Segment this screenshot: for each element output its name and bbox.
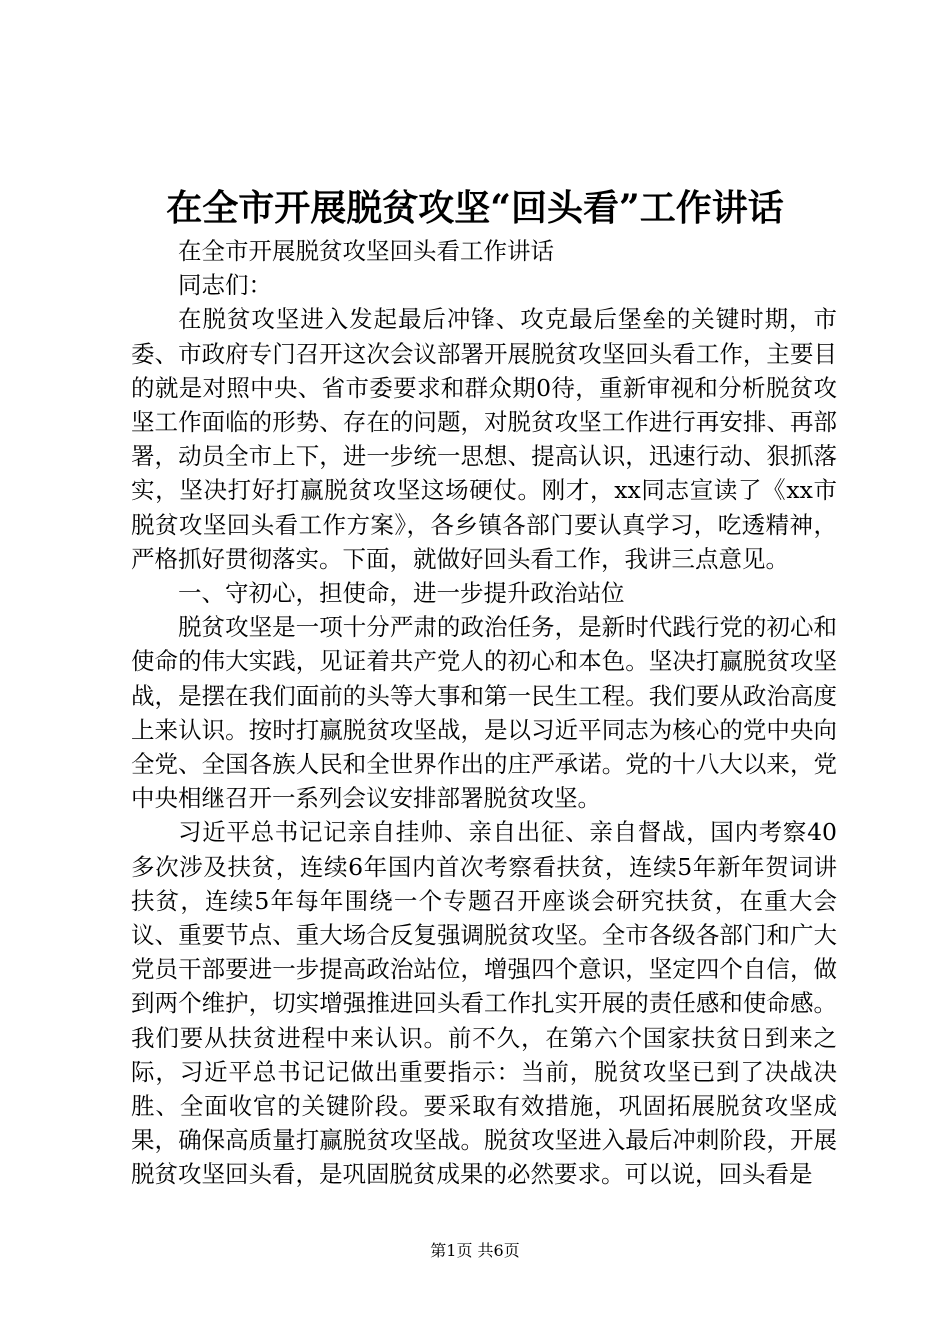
- document-body: [131, 234, 837, 1192]
- document-title: 在全市开展脱贫攻坚“回头看”工作讲话: [166, 187, 784, 229]
- paragraph-intro: 在脱贫攻坚进入发起最后冲锋、攻克最后堡垒的关键时期，市委、市政府专门召开这次会议部署开展脱贫攻坚回头看工作，主要目的就是对照中央、省市委要求和群众期0待，重新审视和分析脱贫攻坚工作面临的形势、存在的问题，对脱贫攻坚工作进行再安排、再部署，动员全市上下，进一步统一思想、提高认识，迅速行动、狠抓落实，坚决打好打赢脱贫攻坚这场硬仗。刚才，xx同志宣读了《xx市脱贫攻坚回头看工作方案》，各乡镇各部门要认真学习，吃透精神，严格抓好贯彻落实。下面，就做好回头看工作，我讲三点意见。: [131, 305, 837, 573]
- section-heading-1: 一、守初心，担使命，进一步提升政治站位: [178, 579, 625, 608]
- paragraph-leadership: 习近平总书记记亲自挂帅、亲自出征、亲自督战，国内考察40多次涉及扶贫，连续6年国内首次考察看扶贫，连续5年新年贺词讲扶贫，连续5年每年围绕一个专题召开座谈会研究扶贫，在重大会议、重要节点、重大场合反复强调脱贫攻坚。全市各级各部门和广大党员干部要进一步提高政治站位，增强四个意识，坚定四个自信，做到两个维护，切实增强推进回头看工作扎实开展的责任感和使命感。我们要从扶贫进程中来认识。前不久，在第六个国家扶贫日到来之际，习近平总书记记做出重要指示：当前，脱贫攻坚已到了决战决胜、全面收官的关键阶段。要采取有效措施，巩固拓展脱贫攻坚成果，确保高质量打赢脱贫攻坚战。脱贫攻坚进入最后冲刺阶段，开展脱贫攻坚回头看，是巩固脱贫成果的必然要求。可以说，回头看是: [131, 818, 837, 1189]
- page-footer: 第1页 共6页: [430, 1241, 520, 1260]
- document-subtitle: 在全市开展脱贫攻坚回头看工作讲话: [178, 237, 554, 265]
- salutation: 同志们：: [178, 271, 272, 300]
- paragraph-political-task: 脱贫攻坚是一项十分严肃的政治任务，是新时代践行党的初心和使命的伟大实践，见证着共产党人的初心和本色。坚决打赢脱贫攻坚战，是摆在我们面前的头等大事和第一民生工程。我们要从政治高度上来认识。按时打赢脱贫攻坚战，是以习近平同志为核心的党中央向全党、全国各族人民和全世界作出的庄严承诺。党的十八大以来，党中央相继召开一系列会议安排部署脱贫攻坚。: [131, 613, 837, 813]
